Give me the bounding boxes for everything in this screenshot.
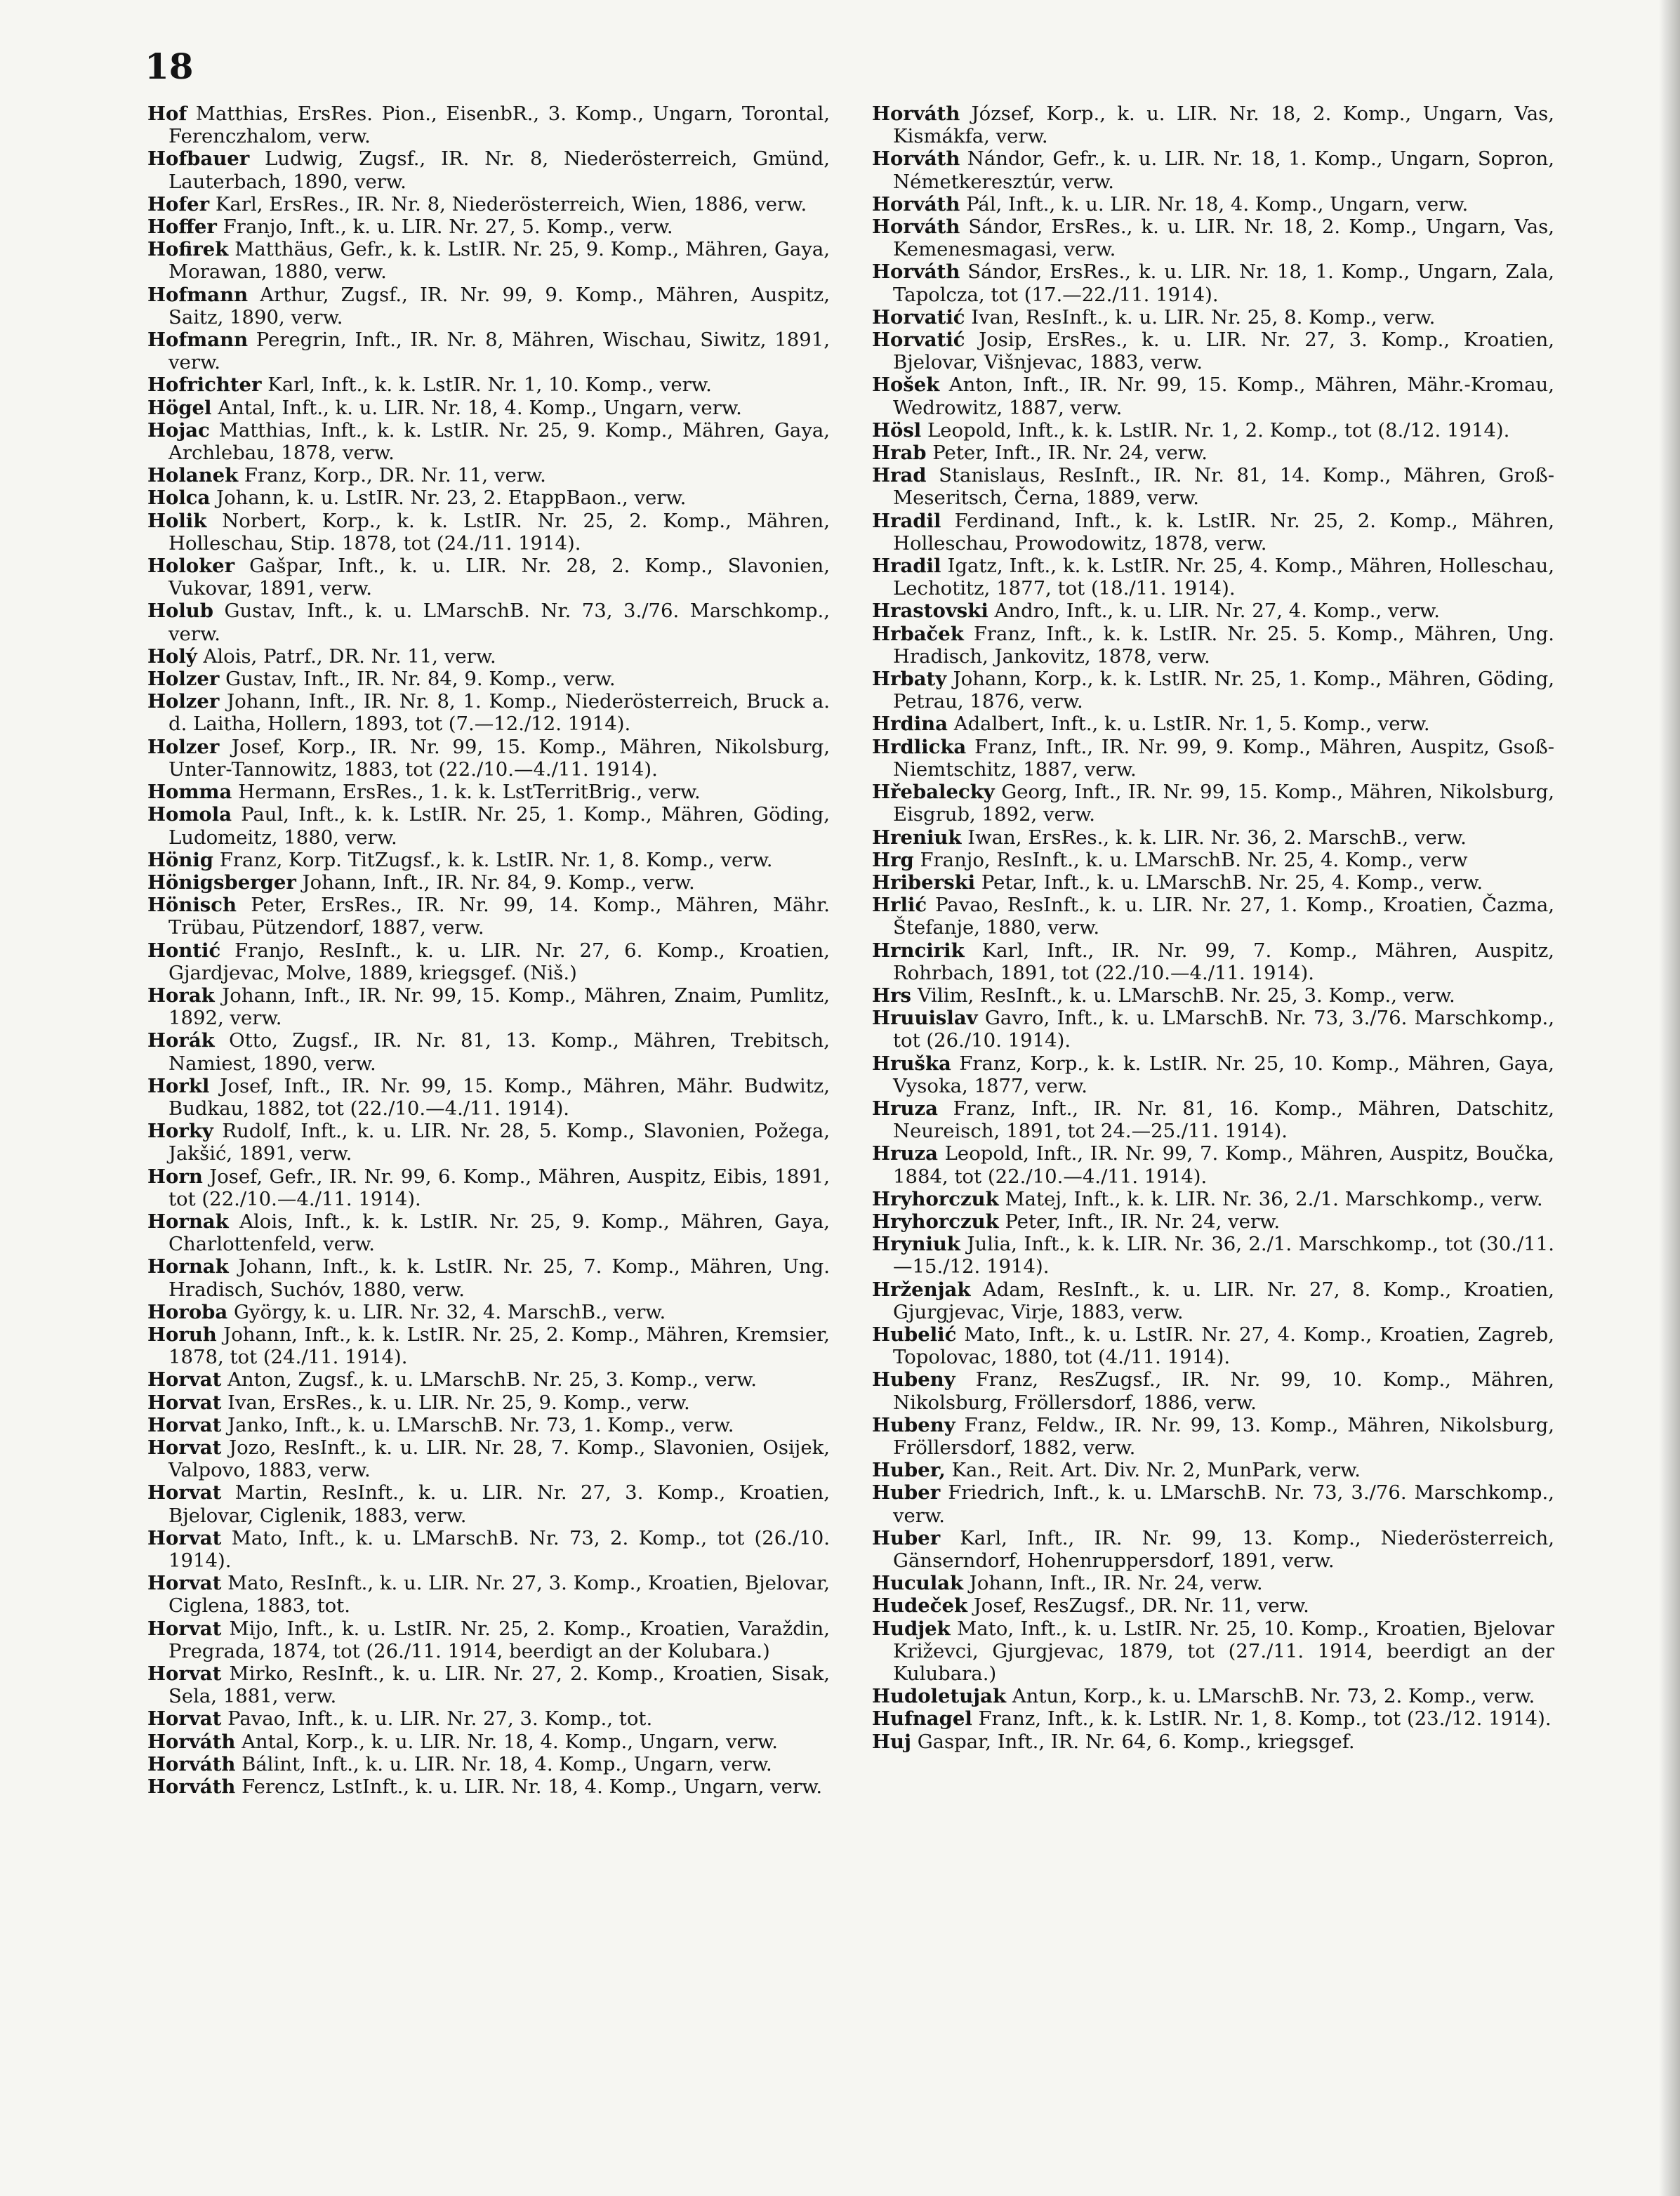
- entry-details: Adam, ResInft., k. u. LIR. Nr. 27, 8. Komp., Kroatien, Gjurgjevac, Virje, 1883, verw.: [893, 1278, 1554, 1323]
- entry-details: Peter, ErsRes., IR. Nr. 99, 14. Komp., Mähren, Mähr. Trübau, Pützendorf, 1887, verw.: [168, 894, 831, 939]
- entry-details: Leopold, Inft., IR. Nr. 99, 7. Komp., Mähren, Auspitz, Boučka, 1884, tot (22./10.—4./11. 1914).: [893, 1142, 1554, 1188]
- entry-details: Martin, ResInft., k. u. LIR. Nr. 27, 3. Komp., Kroatien, Bjelovar, Ciglenik, 1883, verw.: [168, 1481, 830, 1527]
- register-entry: [872, 984, 1554, 1007]
- entry-details: Leopold, Inft., k. k. LstIR. Nr. 1, 2. Komp., tot (8./12. 1914).: [927, 418, 1510, 442]
- register-entry: [147, 1753, 830, 1775]
- entry-surname: Hrncirik: [872, 939, 965, 962]
- entry-surname: Hryniuk: [872, 1233, 960, 1256]
- register-entry: [872, 1233, 1554, 1278]
- entry-details: Franz, ResZugsf., IR. Nr. 99, 10. Komp., Mähren, Nikolsburg, Fröllersdorf, 1886, verw.: [893, 1368, 1554, 1414]
- register-entry: [147, 1572, 830, 1617]
- entry-surname: Hryhorczuk: [872, 1187, 999, 1210]
- entry-details: Adalbert, Inft., k. u. LstIR. Nr. 1, 5. Komp., verw.: [953, 713, 1430, 736]
- register-entry: [147, 102, 830, 147]
- entry-surname: Holoker: [147, 555, 235, 578]
- entry-surname: Hofmann: [147, 329, 249, 352]
- register-entry: [872, 1414, 1554, 1459]
- entry-surname: Hruuislav: [872, 1007, 978, 1030]
- entry-surname: Horvat: [147, 1413, 222, 1436]
- register-entry: [147, 419, 830, 464]
- register-entry: [872, 1007, 1554, 1052]
- register-entry: [147, 555, 830, 600]
- register-entry: [872, 1618, 1554, 1686]
- entry-surname: Horvat: [147, 1436, 222, 1459]
- entry-details: György, k. u. LIR. Nr. 32, 4. MarschB., verw.: [233, 1300, 666, 1323]
- page-number: 18: [145, 46, 194, 87]
- entry-surname: Hradil: [872, 555, 941, 578]
- left-column: [147, 102, 830, 1798]
- entry-surname: Horvatić: [872, 305, 965, 329]
- register-entry: [872, 1368, 1554, 1413]
- register-entry: [147, 939, 830, 984]
- register-entry: [147, 1662, 830, 1707]
- entry-surname: Hubeny: [872, 1413, 955, 1436]
- register-entry: [147, 147, 830, 192]
- entry-details: Karl, Inft., IR. Nr. 99, 13. Komp., Niederösterreich, Gänserndorf, Hohenruppersdorf, 1891, verw.: [893, 1526, 1554, 1572]
- entry-surname: Hofrichter: [147, 373, 262, 397]
- entry-surname: Hreniuk: [872, 826, 962, 849]
- entry-surname: Horvat: [147, 1572, 222, 1595]
- register-entry: [872, 216, 1554, 260]
- entry-surname: Horváth: [872, 147, 960, 171]
- entry-surname: Hrastovski: [872, 600, 988, 623]
- entry-details: Iwan, ErsRes., k. k. LIR. Nr. 36, 2. MarschB., verw.: [967, 826, 1467, 849]
- register-entry: [147, 1414, 830, 1436]
- entry-details: Josip, ErsRes., k. u. LIR. Nr. 27, 3. Komp., Kroatien, Bjelovar, Višnjevac, 1883, verw.: [893, 329, 1554, 374]
- entry-details: Gašpar, Inft., k. u. LIR. Nr. 28, 2. Komp., Slavonien, Vukovar, 1891, verw.: [168, 555, 830, 600]
- entry-surname: Huber,: [872, 1459, 946, 1482]
- entry-surname: Huj: [872, 1730, 911, 1753]
- register-entry: [147, 690, 830, 735]
- entry-details: Franjo, ResInft., k. u. LMarschB. Nr. 25, 4. Komp., verw: [920, 848, 1468, 871]
- entry-surname: Hrbaček: [872, 622, 964, 645]
- entry-details: Alois, Patrf., DR. Nr. 11, verw.: [203, 644, 496, 668]
- entry-details: Georg, Inft., IR. Nr. 99, 15. Komp., Mähren, Nikolsburg, Eisgrub, 1892, verw.: [893, 781, 1555, 826]
- entry-surname: Hrlić: [872, 894, 927, 917]
- register-entry: [147, 464, 830, 487]
- entry-surname: Horváth: [147, 1775, 236, 1799]
- register-entry: [872, 102, 1554, 147]
- entry-details: Rudolf, Inft., k. u. LIR. Nr. 28, 5. Komp., Slavonien, Požega, Jakšić, 1891, verw.: [168, 1120, 830, 1165]
- entry-surname: Hofirek: [147, 238, 229, 261]
- entry-surname: Hofer: [147, 192, 210, 216]
- entry-surname: Hrdlicka: [872, 735, 967, 758]
- entry-surname: Hrad: [872, 464, 927, 487]
- entry-details: Mato, Inft., k. u. LstIR. Nr. 25, 10. Komp., Kroatien, Bjelovar Križevci, Gjurgjevac, 1879, tot (27./11. 1914, beerdigt an der Kulubara.): [893, 1617, 1554, 1686]
- entry-surname: Holca: [147, 487, 211, 510]
- register-entry: [147, 1391, 830, 1414]
- register-entry: [872, 442, 1554, 464]
- entry-surname: Hrg: [872, 848, 914, 871]
- register-entry: [147, 329, 830, 373]
- entry-details: Franjo, Inft., k. u. LIR. Nr. 27, 5. Komp., verw.: [223, 216, 673, 239]
- entry-surname: Hrdina: [872, 713, 948, 736]
- entry-details: József, Korp., k. u. LIR. Nr. 18, 2. Komp., Ungarn, Vas, Kismákfa, verw.: [893, 102, 1554, 148]
- entry-details: Ivan, ResInft., k. u. LIR. Nr. 25, 8. Komp., verw.: [971, 305, 1436, 329]
- entry-details: Gustav, Inft., IR. Nr. 84, 9. Komp., verw.: [225, 668, 616, 691]
- register-entry: [872, 260, 1554, 305]
- register-entry: [147, 1301, 830, 1323]
- register-entry: [872, 1097, 1554, 1142]
- register-entry: [872, 419, 1554, 442]
- register-entry: [147, 1255, 830, 1300]
- entry-surname: Horváth: [872, 192, 960, 216]
- entry-surname: Hryhorczuk: [872, 1210, 999, 1233]
- entry-details: Antal, Korp., k. u. LIR. Nr. 18, 4. Komp., Ungarn, verw.: [242, 1730, 778, 1753]
- entry-surname: Hof: [147, 102, 187, 125]
- register-entry: [147, 193, 830, 216]
- register-entry: [147, 600, 830, 644]
- register-entry: [147, 1436, 830, 1481]
- entry-details: Franjo, ResInft., k. u. LIR. Nr. 27, 6. Komp., Kroatien, Gjardjevac, Molve, 1889, kriegsgef. (Niš.): [168, 939, 830, 984]
- entry-surname: Holzer: [147, 735, 220, 758]
- register-entry: [147, 1368, 830, 1391]
- entry-surname: Hubeny: [872, 1368, 955, 1391]
- entry-details: Vilim, ResInft., k. u. LMarschB. Nr. 25, 3. Komp., verw.: [917, 984, 1455, 1007]
- entry-surname: Horváth: [872, 216, 960, 239]
- entry-details: Franz, Korp., k. k. LstIR. Nr. 25, 10. Komp., Mähren, Gaya, Vysoka, 1877, verw.: [893, 1052, 1554, 1097]
- register-entry: [872, 1527, 1554, 1572]
- register-entry: [147, 510, 830, 555]
- register-entry: [147, 894, 830, 939]
- entry-details: Josef, ResZugsf., DR. Nr. 11, verw.: [973, 1594, 1309, 1618]
- register-entry: [147, 1323, 830, 1368]
- entry-surname: Horvat: [147, 1707, 222, 1731]
- entry-surname: Hösl: [872, 418, 922, 442]
- entry-details: Otto, Zugsf., IR. Nr. 81, 13. Komp., Mähren, Trebitsch, Namiest, 1890, verw.: [168, 1029, 830, 1075]
- register-entry: [872, 329, 1554, 373]
- entry-details: Anton, Zugsf., k. u. LMarschB. Nr. 25, 3. Komp., verw.: [227, 1368, 757, 1391]
- entry-surname: Horvat: [147, 1368, 222, 1391]
- entry-details: Karl, ErsRes., IR. Nr. 8, Niederösterreich, Wien, 1886, verw.: [215, 192, 807, 216]
- entry-details: Antal, Inft., k. u. LIR. Nr. 18, 4. Komp., Ungarn, verw.: [218, 396, 742, 419]
- entry-surname: Homma: [147, 781, 232, 804]
- entry-surname: Horoba: [147, 1300, 228, 1323]
- entry-surname: Högel: [147, 396, 212, 419]
- register-entry: [872, 193, 1554, 216]
- entry-details: Nándor, Gefr., k. u. LIR. Nr. 18, 1. Komp., Ungarn, Sopron, Németkeresztúr, verw.: [893, 147, 1554, 193]
- entry-details: Anton, Inft., IR. Nr. 99, 15. Komp., Mähren, Mähr.-Kromau, Wedrowitz, 1887, verw.: [893, 373, 1554, 419]
- entry-details: Matthias, ErsRes. Pion., EisenbR., 3. Komp., Ungarn, Torontal, Ferenczhalom, verw.: [168, 102, 830, 148]
- register-entry: [147, 1527, 830, 1572]
- entry-surname: Hudoletujak: [872, 1685, 1007, 1708]
- entry-surname: Horváth: [147, 1752, 236, 1775]
- entry-details: Mato, ResInft., k. u. LIR. Nr. 27, 3. Komp., Kroatien, Bjelovar, Ciglena, 1883, tot.: [168, 1572, 831, 1618]
- entry-details: Johann, Inft., k. k. LstIR. Nr. 25, 2. Komp., Mähren, Kremsier, 1878, tot (24./11. 1914).: [168, 1323, 830, 1369]
- entry-details: Gaspar, Inft., IR. Nr. 64, 6. Komp., kriegsgef.: [917, 1730, 1355, 1753]
- register-entry: [147, 487, 830, 509]
- register-entry: [872, 849, 1554, 871]
- entry-surname: Hošek: [872, 373, 940, 397]
- entry-surname: Hradil: [872, 509, 941, 532]
- entry-surname: Horn: [147, 1165, 203, 1188]
- entry-details: Johann, Inft., IR. Nr. 99, 15. Komp., Mähren, Znaim, Pumlitz, 1892, verw.: [168, 984, 831, 1030]
- register-entry: [872, 1731, 1554, 1753]
- entry-details: Ludwig, Zugsf., IR. Nr. 8, Niederösterreich, Gmünd, Lauterbach, 1890, verw.: [168, 147, 830, 193]
- entry-surname: Hruza: [872, 1097, 938, 1120]
- entry-surname: Hruza: [872, 1142, 938, 1165]
- entry-details: Matej, Inft., k. k. LIR. Nr. 36, 2./1. Marschkomp., verw.: [1005, 1187, 1543, 1210]
- entry-details: Matthias, Inft., k. k. LstIR. Nr. 25, 9. Komp., Mähren, Gaya, Archlebau, 1878, verw.: [168, 418, 830, 465]
- entry-details: Pavao, ResInft., k. u. LIR. Nr. 27, 1. Komp., Kroatien, Čazma, Štefanje, 1880, verw.: [893, 894, 1554, 939]
- register-entry: [872, 555, 1554, 600]
- entry-surname: Holzer: [147, 690, 220, 713]
- entry-details: Franz, Inft., IR. Nr. 99, 9. Komp., Mähren, Auspitz, Gsoß-Niemtschitz, 1887, verw.: [893, 735, 1555, 781]
- register-entry: [872, 1142, 1554, 1187]
- register-entry: [872, 623, 1554, 668]
- register-entry: [872, 306, 1554, 329]
- entry-surname: Hojac: [147, 418, 210, 442]
- entry-surname: Hrženjak: [872, 1278, 971, 1301]
- entry-details: Pál, Inft., k. u. LIR. Nr. 18, 4. Komp., Ungarn, verw.: [966, 192, 1469, 216]
- entry-details: Mirko, ResInft., k. u. LIR. Nr. 27, 2. Komp., Kroatien, Sisak, Sela, 1881, verw.: [168, 1662, 830, 1708]
- entry-details: Franz, Feldw., IR. Nr. 99, 13. Komp., Mähren, Nikolsburg, Fröllersdorf, 1882, verw.: [893, 1413, 1554, 1459]
- entry-details: Johann, Inft., IR. Nr. 24, verw.: [969, 1572, 1263, 1595]
- register-entry: [147, 373, 830, 396]
- register-entry: [147, 668, 830, 690]
- entry-surname: Horváth: [872, 260, 960, 284]
- entry-surname: Horvatić: [872, 329, 965, 352]
- entry-surname: Hřebalecky: [872, 781, 995, 804]
- entry-surname: Hufnagel: [872, 1707, 972, 1731]
- entry-surname: Hrab: [872, 442, 927, 465]
- entry-surname: Horky: [147, 1120, 213, 1143]
- entry-surname: Holub: [147, 600, 213, 623]
- register-entry: [147, 1165, 830, 1210]
- entry-details: Sándor, ErsRes., k. u. LIR. Nr. 18, 1. Komp., Ungarn, Zala, Tapolcza, tot (17.—22./11. 1914).: [893, 260, 1554, 306]
- register-entry: [872, 373, 1554, 418]
- register-entry: [872, 826, 1554, 849]
- entry-surname: Hudjek: [872, 1617, 951, 1640]
- entry-details: Kan., Reit. Art. Div. Nr. 2, MunPark, verw.: [951, 1459, 1361, 1482]
- entry-surname: Hriberski: [872, 871, 976, 894]
- entry-surname: Hönisch: [147, 894, 237, 917]
- entry-surname: Hudeček: [872, 1594, 967, 1618]
- entry-details: Ferdinand, Inft., k. k. LstIR. Nr. 25, 2. Komp., Mähren, Holleschau, Prowodowitz, 1878, verw.: [893, 509, 1554, 555]
- register-entry: [872, 1481, 1554, 1526]
- entry-surname: Homola: [147, 803, 232, 826]
- register-entry: [147, 238, 830, 283]
- entry-details: Karl, Inft., k. k. LstIR. Nr. 1, 10. Komp., verw.: [267, 373, 712, 397]
- entry-surname: Horvat: [147, 1526, 222, 1549]
- register-entry: [147, 645, 830, 668]
- entry-details: Gustav, Inft., k. u. LMarschB. Nr. 73, 3./76. Marschkomp., verw.: [168, 600, 831, 645]
- entry-details: Karl, Inft., IR. Nr. 99, 7. Komp., Mähren, Auspitz, Rohrbach, 1891, tot (22./10.—4./11. 1914).: [893, 939, 1555, 984]
- entry-details: Franz, Inft., IR. Nr. 81, 16. Komp., Mähren, Datschitz, Neureisch, 1891, tot 24.—25./11. 1914).: [893, 1097, 1554, 1143]
- entry-details: Stanislaus, ResInft., IR. Nr. 81, 14. Komp., Mähren, Groß-Meseritsch, Černa, 1889, verw.: [893, 464, 1554, 510]
- entry-details: Johann, Inft., k. k. LstIR. Nr. 25, 7. Komp., Mähren, Ung. Hradisch, Suchóv, 1880, verw.: [168, 1255, 830, 1301]
- entry-surname: Huber: [872, 1526, 941, 1549]
- entry-details: Mato, Inft., k. u. LMarschB. Nr. 73, 2. Komp., tot (26./10. 1914).: [168, 1526, 830, 1572]
- entry-details: Julia, Inft., k. k. LIR. Nr. 36, 2./1. Marschkomp., tot (30./11.—15./12. 1914).: [893, 1233, 1554, 1278]
- register-entry: [872, 713, 1554, 735]
- register-entry: [872, 1052, 1554, 1097]
- entry-surname: Horváth: [872, 102, 960, 125]
- entry-surname: Huculak: [872, 1572, 964, 1595]
- entry-surname: Horvat: [147, 1617, 222, 1640]
- entry-surname: Hrbaty: [872, 668, 947, 691]
- register-entry: [872, 736, 1554, 781]
- register-entry: [872, 668, 1554, 713]
- entry-details: Peter, Inft., IR. Nr. 24, verw.: [1005, 1210, 1281, 1233]
- entry-surname: Holanek: [147, 464, 239, 487]
- register-entry: [872, 1323, 1554, 1368]
- entry-details: Jozo, ResInft., k. u. LIR. Nr. 28, 7. Komp., Slavonien, Osijek, Valpovo, 1883, verw.: [168, 1436, 830, 1482]
- entry-surname: Horvat: [147, 1481, 222, 1504]
- register-entry: [147, 1775, 830, 1798]
- entry-details: Paul, Inft., k. k. LstIR. Nr. 25, 1. Komp., Mähren, Göding, Ludomeitz, 1880, verw.: [168, 803, 830, 849]
- register-entry: [147, 1210, 830, 1255]
- register-entry: [872, 871, 1554, 894]
- register-entry: [147, 781, 830, 803]
- register-entry: [872, 510, 1554, 555]
- register-entry: [872, 600, 1554, 622]
- register-entry: [147, 1707, 830, 1730]
- entry-surname: Horak: [147, 984, 215, 1007]
- register-entry: [147, 1731, 830, 1753]
- entry-surname: Hornak: [147, 1210, 229, 1233]
- register-entry: [872, 1278, 1554, 1323]
- entry-surname: Hontić: [147, 939, 221, 962]
- register-entry: [147, 1075, 830, 1120]
- entry-details: Josef, Gefr., IR. Nr. 99, 6. Komp., Mähren, Auspitz, Eibis, 1891, tot (22./10.—4./11. 1914).: [168, 1165, 831, 1210]
- entry-details: Gavro, Inft., k. u. LMarschB. Nr. 73, 3./76. Marschkomp., tot (26./10. 1914).: [893, 1007, 1554, 1052]
- entry-surname: Holik: [147, 509, 207, 532]
- register-entry: [872, 1594, 1554, 1617]
- entry-details: Johann, k. u. LstIR. Nr. 23, 2. EtappBaon., verw.: [216, 487, 687, 510]
- entry-surname: Horkl: [147, 1074, 210, 1097]
- entry-details: Friedrich, Inft., k. u. LMarschB. Nr. 73, 3./76. Marschkomp., verw.: [893, 1481, 1554, 1527]
- entry-details: Hermann, ErsRes., 1. k. k. LstTerritBrig., verw.: [238, 781, 701, 804]
- register-entry: [872, 464, 1554, 509]
- entry-surname: Hofmann: [147, 283, 249, 306]
- register-entry: [147, 1618, 830, 1662]
- entry-surname: Hoffer: [147, 216, 217, 239]
- entry-details: Johann, Korp., k. k. LstIR. Nr. 25, 1. Komp., Mähren, Göding, Petrau, 1876, verw.: [893, 668, 1554, 713]
- entry-surname: Horuh: [147, 1323, 217, 1346]
- entry-details: Franz, Korp., DR. Nr. 11, verw.: [244, 464, 546, 487]
- entry-surname: Hofbauer: [147, 147, 250, 171]
- entry-details: Arthur, Zugsf., IR. Nr. 99, 9. Komp., Mähren, Auspitz, Saitz, 1890, verw.: [168, 283, 831, 329]
- register-entry: [147, 1481, 830, 1526]
- register-entry: [147, 871, 830, 894]
- entry-details: Mijo, Inft., k. u. LstIR. Nr. 25, 2. Komp., Kroatien, Varaždin, Pregrada, 1874, tot (26./11. 1914, beerdigt an der Kolubara.): [168, 1617, 831, 1662]
- register-entry: [872, 1459, 1554, 1481]
- entry-details: Sándor, ErsRes., k. u. LIR. Nr. 18, 2. Komp., Ungarn, Vas, Kemenesmagasi, verw.: [893, 216, 1554, 261]
- entry-surname: Holzer: [147, 668, 220, 691]
- entry-details: Pavao, Inft., k. u. LIR. Nr. 27, 3. Komp., tot.: [227, 1707, 653, 1731]
- entry-surname: Horák: [147, 1029, 215, 1052]
- entry-surname: Horváth: [147, 1730, 236, 1753]
- entry-details: Josef, Inft., IR. Nr. 99, 15. Komp., Mähren, Mähr. Budwitz, Budkau, 1882, tot (22./10.—4./11. 1914).: [168, 1074, 830, 1120]
- entry-details: Petar, Inft., k. u. LMarschB. Nr. 25, 4. Komp., verw.: [981, 871, 1483, 894]
- entry-details: Franz, Korp. TitZugsf., k. k. LstIR. Nr. 1, 8. Komp., verw.: [219, 848, 773, 871]
- entry-details: Peregrin, Inft., IR. Nr. 8, Mähren, Wischau, Siwitz, 1891, verw.: [168, 329, 830, 374]
- register-entry: [147, 849, 830, 871]
- entry-surname: Holý: [147, 644, 197, 668]
- register-entry: [147, 984, 830, 1029]
- entry-details: Norbert, Korp., k. k. LstIR. Nr. 25, 2. Komp., Mähren, Holleschau, Stip. 1878, tot (24./11. 1914).: [168, 509, 830, 555]
- entry-surname: Horvat: [147, 1662, 222, 1686]
- entry-details: Matthäus, Gefr., k. k. LstIR. Nr. 25, 9. Komp., Mähren, Gaya, Morawan, 1880, verw.: [168, 238, 830, 284]
- entry-details: Alois, Inft., k. k. LstIR. Nr. 25, 9. Komp., Mähren, Gaya, Charlottenfeld, verw.: [168, 1210, 830, 1256]
- entry-details: Bálint, Inft., k. u. LIR. Nr. 18, 4. Komp., Ungarn, verw.: [242, 1752, 772, 1775]
- register-entry: [147, 1120, 830, 1165]
- entry-surname: Horvat: [147, 1391, 222, 1414]
- register-entry: [147, 803, 830, 848]
- register-entry: [872, 939, 1554, 984]
- entry-details: Mato, Inft., k. u. LstIR. Nr. 27, 4. Komp., Kroatien, Zagreb, Topolovac, 1880, tot (4./11. 1914).: [893, 1323, 1554, 1369]
- entry-details: Johann, Inft., IR. Nr. 8, 1. Komp., Niederösterreich, Bruck a. d. Laitha, Hollern, 1893, tot (7.—12./12. 1914).: [168, 690, 830, 736]
- register-entry: [147, 1029, 830, 1074]
- entry-details: Ferencz, LstInft., k. u. LIR. Nr. 18, 4. Komp., Ungarn, verw.: [242, 1775, 823, 1799]
- register-entry: [872, 1572, 1554, 1594]
- register-entry: [147, 397, 830, 419]
- entry-details: Janko, Inft., k. u. LMarschB. Nr. 73, 1. Komp., verw.: [227, 1413, 734, 1436]
- entry-surname: Hrs: [872, 984, 911, 1007]
- entry-details: Peter, Inft., IR. Nr. 24, verw.: [932, 442, 1208, 465]
- register-entry: [147, 284, 830, 329]
- register-entry: [872, 1210, 1554, 1233]
- entry-surname: Hönig: [147, 848, 213, 871]
- entry-details: Josef, Korp., IR. Nr. 99, 15. Komp., Mähren, Nikolsburg, Unter-Tannowitz, 1883, tot (22./10.—4./11. 1914).: [168, 735, 830, 781]
- register-entry: [872, 1188, 1554, 1210]
- right-column: [872, 102, 1554, 1753]
- entry-surname: Hornak: [147, 1255, 229, 1278]
- register-entry: [872, 1707, 1554, 1730]
- register-entry: [872, 1685, 1554, 1707]
- entry-surname: Hubelić: [872, 1323, 957, 1346]
- entry-details: Franz, Inft., k. k. LstIR. Nr. 25. 5. Komp., Mähren, Ung. Hradisch, Jankovitz, 1878, verw.: [893, 622, 1554, 668]
- entry-details: Andro, Inft., k. u. LIR. Nr. 27, 4. Komp., verw.: [994, 600, 1440, 623]
- entry-surname: Hönigsberger: [147, 871, 296, 894]
- entry-surname: Huber: [872, 1481, 941, 1504]
- register-entry: [872, 781, 1554, 826]
- register-entry: [872, 894, 1554, 939]
- register-entry: [147, 216, 830, 238]
- entry-surname: Hruška: [872, 1052, 951, 1075]
- register-entry: [147, 736, 830, 781]
- entry-details: Igatz, Inft., k. k. LstIR. Nr. 25, 4. Komp., Mähren, Holleschau, Lechotitz, 1877, tot (18./11. 1914).: [893, 555, 1554, 600]
- entry-details: Antun, Korp., k. u. LMarschB. Nr. 73, 2. Komp., verw.: [1012, 1685, 1535, 1708]
- register-entry: [872, 147, 1554, 192]
- entry-details: Johann, Inft., IR. Nr. 84, 9. Komp., verw.: [302, 871, 695, 894]
- entry-details: Franz, Inft., k. k. LstIR. Nr. 1, 8. Komp., tot (23./12. 1914).: [978, 1707, 1552, 1731]
- entry-details: Ivan, ErsRes., k. u. LIR. Nr. 25, 9. Komp., verw.: [227, 1391, 690, 1414]
